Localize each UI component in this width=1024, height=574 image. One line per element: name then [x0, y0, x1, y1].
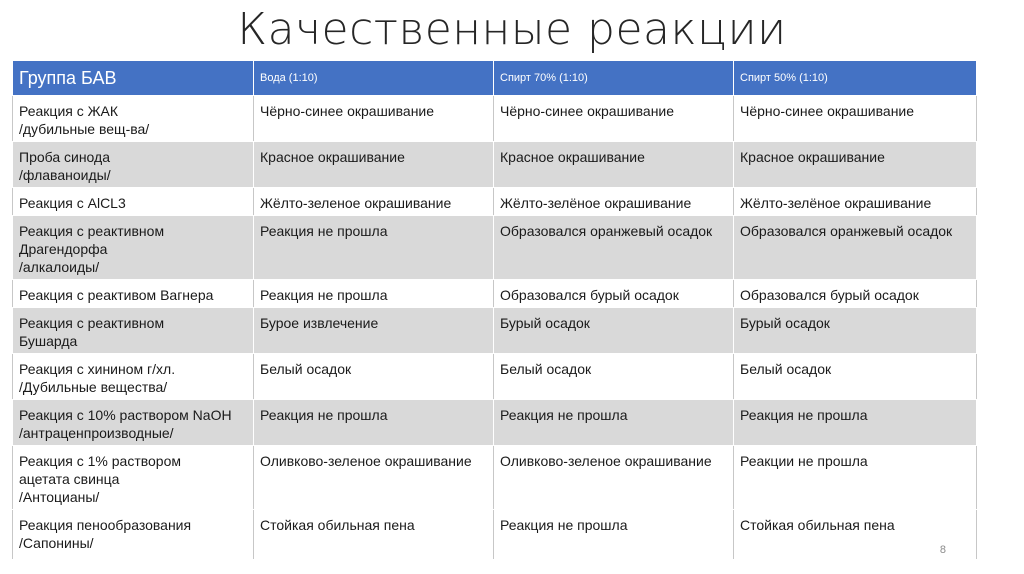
alcohol70-result-cell: Реакция не прошла — [494, 400, 734, 446]
alcohol70-result-cell: Чёрно-синее окрашивание — [494, 96, 734, 142]
alcohol50-result-cell: Жёлто-зелёное окрашивание — [734, 188, 977, 216]
water-result-cell: Оливково-зеленое окрашивание — [254, 446, 494, 510]
reaction-name-cell: Реакция с хинином г/хл. /Дубильные вещества/ — [13, 354, 254, 400]
water-result-cell: Жёлто-зеленое окрашивание — [254, 188, 494, 216]
alcohol50-result-cell: Реакции не прошла — [734, 446, 977, 510]
header-water: Вода (1:10) — [254, 61, 494, 96]
page-number: 8 — [939, 544, 946, 556]
alcohol70-result-cell: Образовался бурый осадок — [494, 280, 734, 308]
alcohol50-result-cell: Образовался бурый осадок — [734, 280, 977, 308]
alcohol70-result-cell: Образовался оранжевый осадок — [494, 216, 734, 280]
alcohol50-result-cell: Белый осадок — [734, 354, 977, 400]
water-result-cell: Стойкая обильная пена — [254, 510, 494, 560]
table-row — [13, 96, 977, 142]
header-alcohol-70: Спирт 70% (1:10) — [494, 61, 734, 96]
table-row — [13, 308, 977, 354]
alcohol70-result-cell: Оливково-зеленое окрашивание — [494, 446, 734, 510]
table-row — [13, 280, 977, 308]
reaction-name-cell: Реакция с реактивном Драгендорфа /алкалоиды/ — [13, 216, 254, 280]
alcohol70-result-cell: Бурый осадок — [494, 308, 734, 354]
alcohol70-result-cell: Жёлто-зелёное окрашивание — [494, 188, 734, 216]
table-header-row — [13, 61, 977, 96]
reactions-table — [12, 60, 977, 560]
table-row — [13, 354, 977, 400]
alcohol50-result-cell: Реакция не прошла — [734, 400, 977, 446]
water-result-cell: Реакция не прошла — [254, 216, 494, 280]
reaction-name-cell: Реакция с реактивом Вагнера — [13, 280, 254, 308]
table-row — [13, 188, 977, 216]
reaction-name-cell: Реакция с 10% раствором NaOH /антраценпроизводные/ — [13, 400, 254, 446]
alcohol50-result-cell: Красное окрашивание — [734, 142, 977, 188]
header-alcohol-50: Спирт 50% (1:10) — [734, 61, 977, 96]
reaction-name-cell: Реакция с реактивном Бушарда — [13, 308, 254, 354]
reaction-name-cell: Проба синода /флаваноиды/ — [13, 142, 254, 188]
table-row — [13, 510, 977, 560]
alcohol50-result-cell: Образовался оранжевый осадок — [734, 216, 977, 280]
water-result-cell: Бурое извлечение — [254, 308, 494, 354]
alcohol50-result-cell: Стойкая обильная пена — [734, 510, 977, 560]
alcohol50-result-cell: Бурый осадок — [734, 308, 977, 354]
alcohol70-result-cell: Красное окрашивание — [494, 142, 734, 188]
water-result-cell: Реакция не прошла — [254, 280, 494, 308]
reaction-name-cell: Реакция с AlCL3 — [13, 188, 254, 216]
water-result-cell: Чёрно-синее окрашивание — [254, 96, 494, 142]
alcohol70-result-cell: Белый осадок — [494, 354, 734, 400]
table-row — [13, 400, 977, 446]
water-result-cell: Красное окрашивание — [254, 142, 494, 188]
table-row — [13, 142, 977, 188]
alcohol70-result-cell: Реакция не прошла — [494, 510, 734, 560]
table-row — [13, 446, 977, 510]
table-row — [13, 216, 977, 280]
water-result-cell: Реакция не прошла — [254, 400, 494, 446]
alcohol50-result-cell: Чёрно-синее окрашивание — [734, 96, 977, 142]
slide-title: Качественные реакции — [237, 4, 787, 55]
reaction-name-cell: Реакция с 1% раствором ацетата свинца /Антоцианы/ — [13, 446, 254, 510]
water-result-cell: Белый осадок — [254, 354, 494, 400]
reaction-name-cell: Реакция с ЖАК /дубильные вещ-ва/ — [13, 96, 254, 142]
header-group-bav: Группа БАВ — [13, 61, 254, 96]
reaction-name-cell: Реакция пенообразования /Сапонины/ — [13, 510, 254, 560]
